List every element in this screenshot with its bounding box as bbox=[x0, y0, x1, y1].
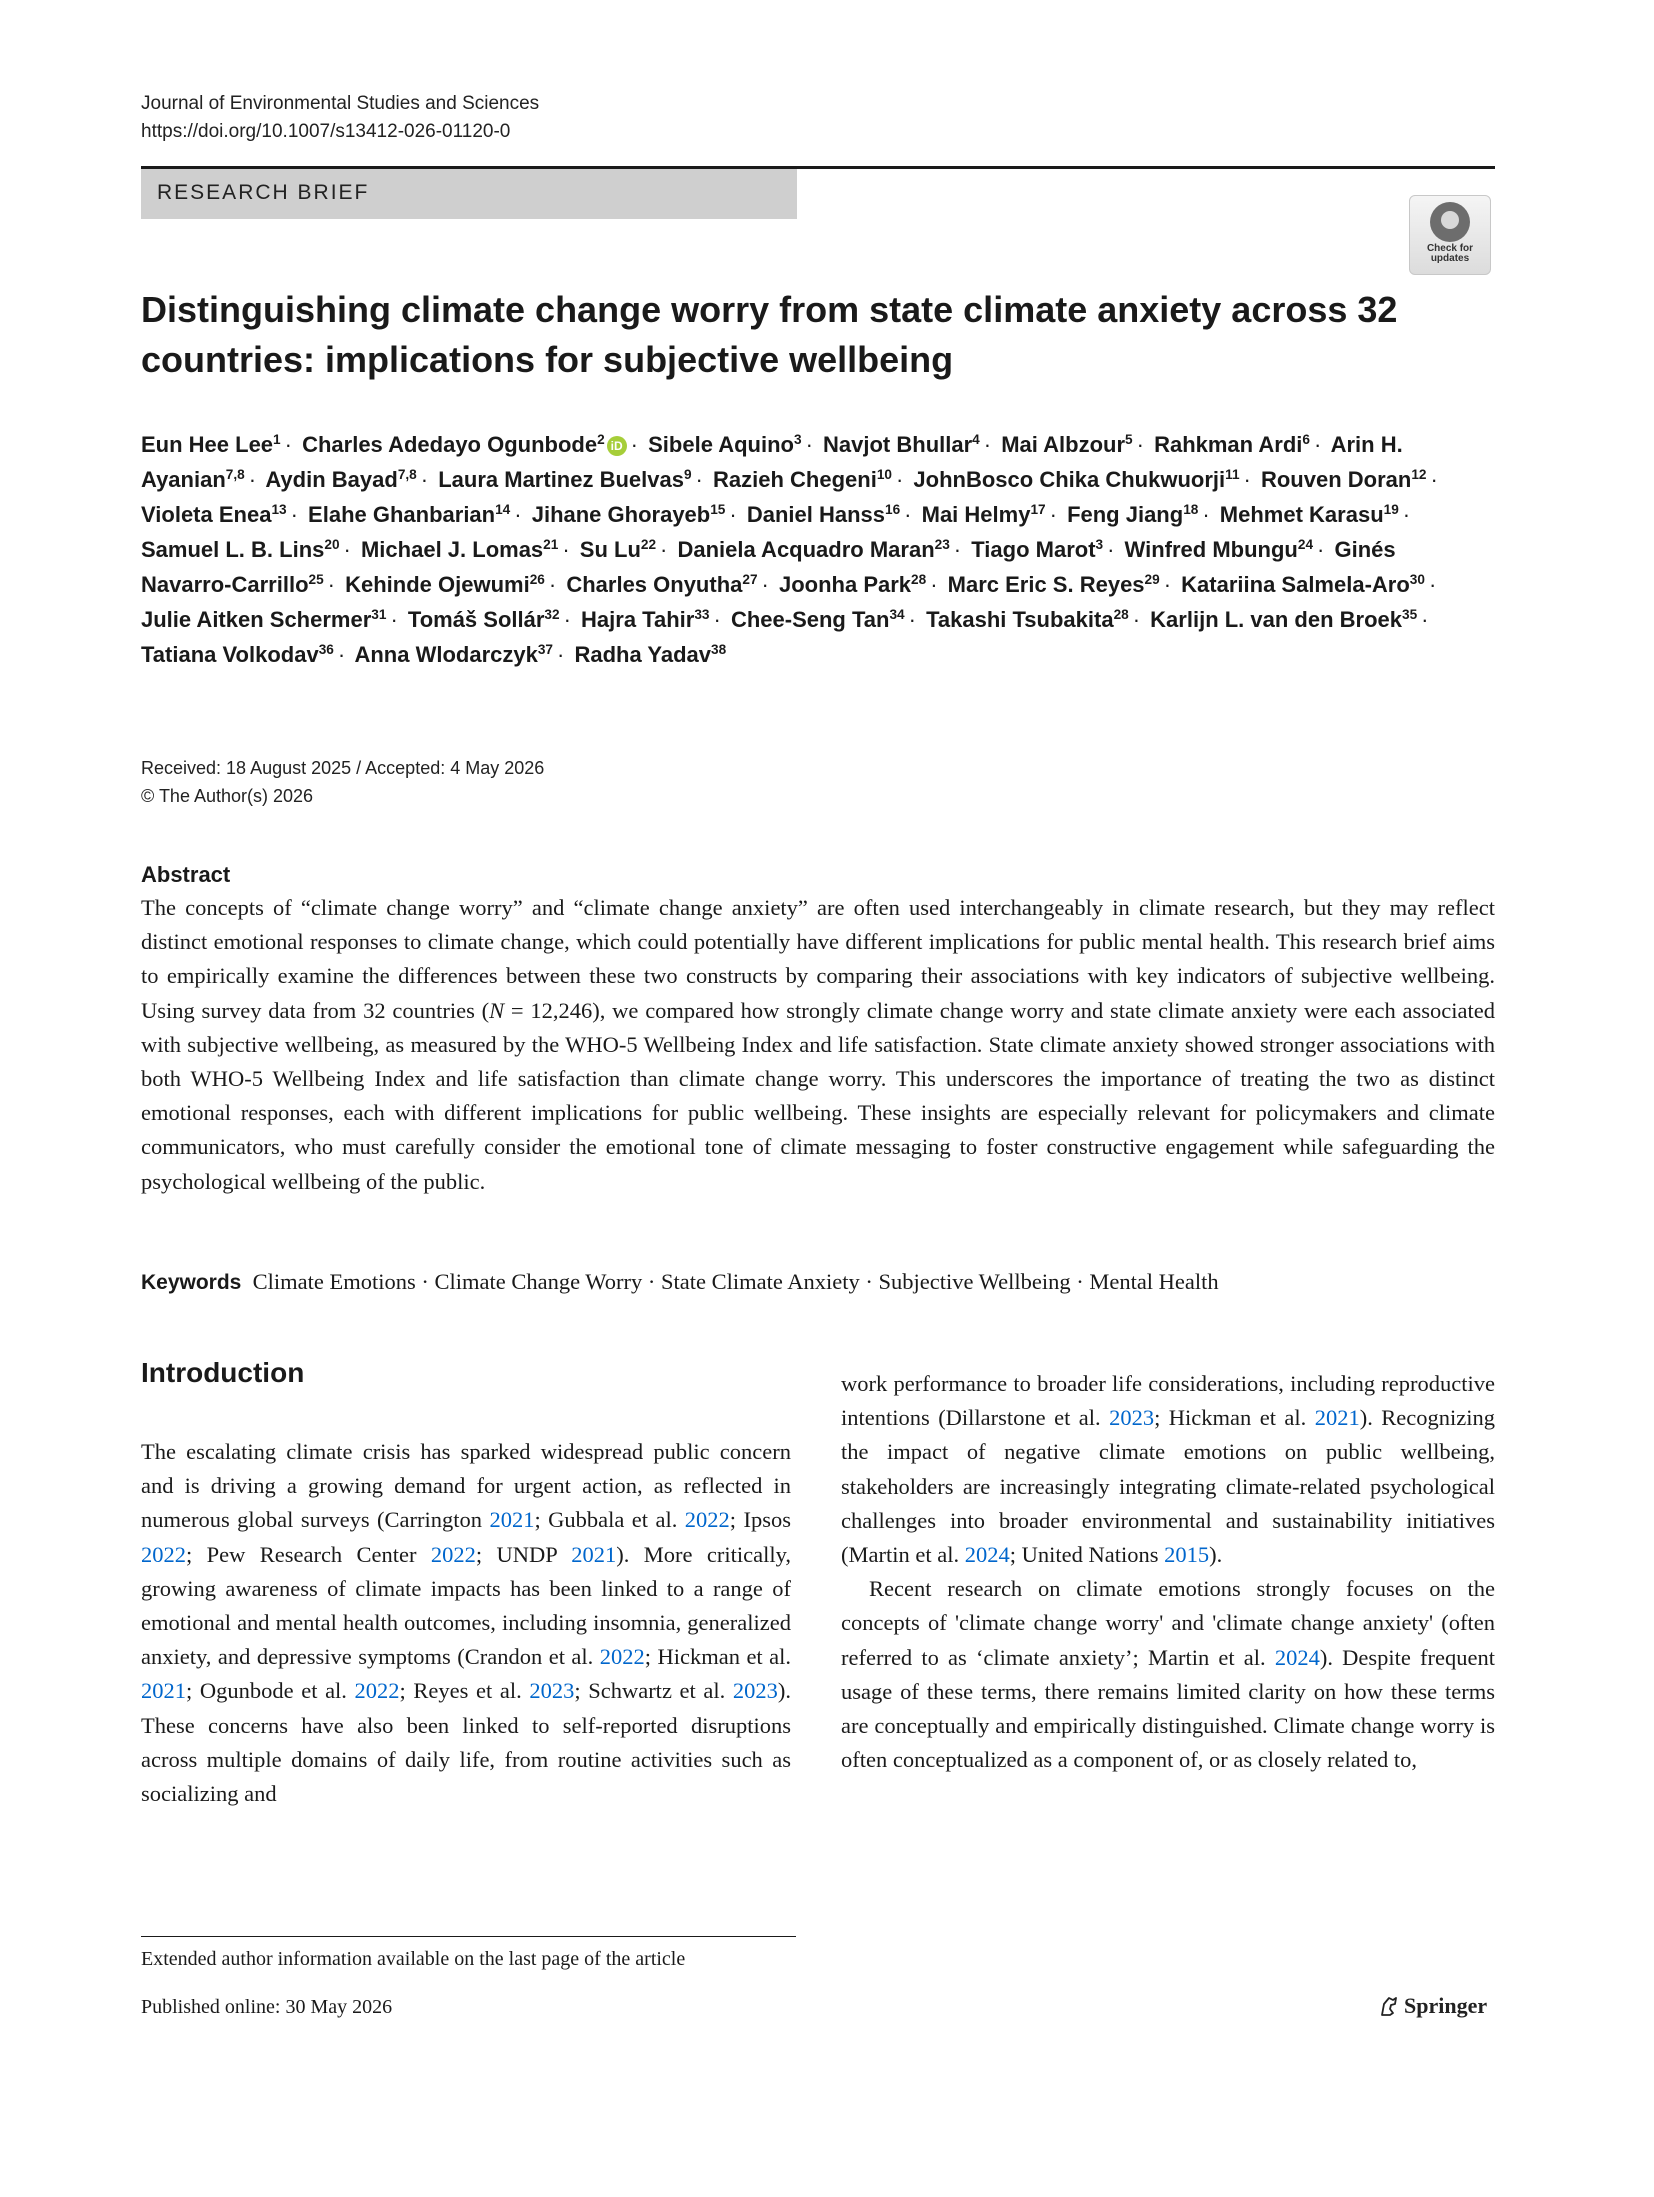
author-affiliation: 4 bbox=[972, 431, 980, 447]
author-separator: · bbox=[390, 607, 398, 632]
author-separator: · bbox=[1428, 572, 1437, 597]
author-affiliation: 18 bbox=[1183, 501, 1199, 517]
footnote: Extended author information available on the last page of the article bbox=[141, 1948, 686, 1970]
abstract-text bbox=[141, 891, 1495, 1199]
author-separator: · bbox=[1317, 537, 1325, 562]
author-separator: · bbox=[284, 432, 292, 457]
author-separator: · bbox=[904, 502, 912, 527]
author-separator: · bbox=[327, 572, 335, 597]
author-name[interactable]: Sibele Aquino$^3$ bbox=[648, 431, 802, 457]
author-separator: · bbox=[1430, 467, 1438, 492]
author-affiliation: 32 bbox=[544, 606, 560, 622]
author-name[interactable]: Tatiana Volkodav$^{36}$ bbox=[141, 641, 334, 667]
author-affiliation: 28 bbox=[911, 571, 927, 587]
author-name[interactable]: Anna Wlodarczyk$^{37}$ bbox=[354, 641, 553, 667]
author-name[interactable]: Arin H. Ayanian$^{7,8}$ bbox=[141, 432, 1403, 492]
author-affiliation: 3 bbox=[1095, 536, 1104, 552]
author-name[interactable]: Feng Jiang$^{18}$ bbox=[1067, 501, 1199, 527]
author-name[interactable]: Hajra Tahir$^{33}$ bbox=[581, 606, 710, 632]
published-date: Published online: 30 May 2026 bbox=[141, 1996, 393, 2018]
check-for-updates-icon[interactable] bbox=[1409, 195, 1491, 275]
author-name[interactable]: Aydin Bayad$^{7,8}$ bbox=[265, 466, 417, 492]
author-separator: · bbox=[1313, 432, 1322, 457]
author-name[interactable]: Rahkman Ardi$^6$ bbox=[1154, 431, 1310, 457]
author-name[interactable]: Marc Eric S. Reyes$^{29}$ bbox=[947, 571, 1160, 597]
author-separator: · bbox=[895, 467, 904, 492]
author-list bbox=[141, 427, 1481, 672]
author-separator: · bbox=[761, 572, 769, 597]
author-name[interactable]: Samuel L. B. Lins$^{20}$ bbox=[141, 536, 340, 562]
journal-name: Journal of Environmental Studies and Sciences bbox=[141, 93, 540, 114]
author-name[interactable]: Joonha Park$^{28}$ bbox=[778, 571, 927, 597]
author-name[interactable]: Daniela Acquadro Maran$^{23}$ bbox=[677, 536, 950, 562]
author-affiliation: 2 bbox=[597, 431, 605, 447]
author-separator: · bbox=[1202, 502, 1210, 527]
article-type-banner bbox=[141, 169, 797, 219]
author-separator: · bbox=[1107, 537, 1115, 562]
author-affiliation: 31 bbox=[371, 606, 387, 622]
author-affiliation: 27 bbox=[742, 571, 758, 587]
author-separator: · bbox=[695, 467, 703, 492]
citation-link[interactable]: 2021 bbox=[571, 1541, 617, 1567]
abstract-n-symbol: N bbox=[489, 997, 505, 1023]
author-affiliation: 23 bbox=[934, 536, 950, 552]
author-name[interactable]: Navjot Bhullar$^4$ bbox=[823, 431, 980, 457]
author-separator: · bbox=[713, 607, 721, 632]
author-name[interactable]: Julie Aitken Schermer$^{31}$ bbox=[141, 606, 387, 632]
author-separator: · bbox=[343, 537, 351, 562]
author-name[interactable]: Radha Yadav$^{38}$ bbox=[574, 641, 727, 667]
author-separator: · bbox=[562, 537, 570, 562]
author-affiliation: 6 bbox=[1302, 431, 1310, 447]
author-affiliation: 37 bbox=[537, 641, 553, 657]
author-separator: · bbox=[1163, 572, 1172, 597]
citation-link[interactable]: 2024 bbox=[1274, 1644, 1320, 1670]
publisher-name: Springer bbox=[1404, 1993, 1488, 2018]
author-affiliation: 15 bbox=[710, 501, 726, 517]
article-title: Distinguishing climate change worry from state climate anxiety across 32 countries: implications for subjective wellbeing bbox=[141, 289, 1398, 380]
author-name[interactable]: JohnBosco Chika Chukwuorji$^{11}$ bbox=[913, 466, 1240, 492]
article-dates bbox=[141, 754, 544, 810]
author-name[interactable]: Laura Martinez Buelvas$^9$ bbox=[438, 466, 692, 492]
author-affiliation: 7,8 bbox=[397, 466, 417, 482]
received-accepted: Received: 18 August 2025 / Accepted: 4 May 2026 bbox=[141, 758, 545, 778]
keyword: State Climate Anxiety bbox=[660, 1269, 860, 1294]
keyword: Climate Change Worry bbox=[434, 1269, 643, 1294]
author-name[interactable]: Mehmet Karasu$^{19}$ bbox=[1219, 501, 1399, 527]
introduction-right-column bbox=[841, 1367, 1495, 1777]
author-name[interactable]: Tiago Marot$^3$ bbox=[971, 536, 1104, 562]
author-name[interactable]: Charles Adedayo Ogunbode$^2$ iD bbox=[302, 432, 627, 457]
citation-link[interactable]: 2023 bbox=[1109, 1405, 1155, 1431]
author-name[interactable]: Mai Albzour$^5$ bbox=[1001, 431, 1133, 457]
author-affiliation: 22 bbox=[640, 536, 657, 552]
author-name[interactable]: Chee-Seng Tan$^{34}$ bbox=[730, 606, 905, 632]
keyword: Climate Emotions bbox=[252, 1269, 416, 1294]
author-name[interactable]: Katariina Salmela-Aro$^{30}$ bbox=[1181, 571, 1425, 597]
author-affiliation: 19 bbox=[1383, 501, 1399, 517]
author-affiliation: 34 bbox=[889, 606, 905, 622]
author-name[interactable]: Kehinde Ojewumi$^{26}$ bbox=[345, 571, 545, 597]
keywords bbox=[141, 1266, 1501, 1299]
journal-header bbox=[141, 90, 539, 146]
author-separator: · bbox=[805, 432, 813, 457]
author-affiliation: 16 bbox=[885, 501, 901, 517]
author-affiliation: 11 bbox=[1225, 466, 1240, 482]
author-affiliation: 30 bbox=[1409, 571, 1425, 587]
author-name[interactable]: Eun Hee Lee$^1$ bbox=[141, 431, 281, 457]
author-separator: · bbox=[630, 432, 638, 457]
introduction-paragraph: The escalating climate crisis has sparked widespread public concern and is driving a growing demand for urgent action, as reflected in numerous global surveys (Carrington 2021; Gubbala et al. 2022; Ipsos 2022; Pew Research Center 2022; UNDP 2021). More critically, growing awareness of climate impacts has been linked to a range of emotional and mental health outcomes, including insomnia, generalized anxiety, and depressive symptoms (Crandon et al. 2022; Hickman et al. 2021; Ogunbode et al. 2022; Reyes et al. 2023; Schwartz et al. 2023). These concerns have also been linked to self-reported disruptions across multiple domains of daily life, from routine activities such as socializing and bbox=[141, 1439, 792, 1807]
keyword: Subjective Wellbeing bbox=[878, 1269, 1071, 1294]
author-name[interactable]: Charles Onyutha$^{27}$ bbox=[566, 571, 758, 597]
citation-link[interactable]: 2022 bbox=[354, 1678, 400, 1704]
abstract-heading: Abstract bbox=[141, 862, 231, 887]
author-name[interactable]: Razieh Chegeni$^{10}$ bbox=[713, 466, 892, 492]
author-name[interactable]: Tomáš Sollár$^{32}$ bbox=[407, 606, 560, 632]
author-name[interactable]: Elahe Ghanbarian$^{14}$ bbox=[308, 501, 511, 527]
article-type-label: RESEARCH BRIEF bbox=[157, 181, 370, 204]
citation-link[interactable]: 2023 bbox=[732, 1678, 778, 1704]
citation-link[interactable]: 2022 bbox=[141, 1541, 186, 1567]
author-affiliation: 20 bbox=[324, 536, 340, 552]
abstract-text-part-1: The concepts of “climate change worry” and “climate change anxiety” are often used interchangeably in climate research, but they may reflect distinct emotional responses to climate change, which could potentially have different implications for public mental health. This research brief aims to empirically examine the differences between these two constructs by comparing their associations with key indicators of subjective wellbeing. Using survey data from 32 countries ( bbox=[141, 895, 1495, 1023]
author-separator: · bbox=[1136, 432, 1144, 457]
author-affiliation: 25 bbox=[308, 571, 324, 587]
citation-link[interactable]: 2021 bbox=[141, 1678, 186, 1704]
author-affiliation: 5 bbox=[1125, 431, 1133, 447]
springer-horse-icon bbox=[1378, 1995, 1400, 2017]
author-separator: · bbox=[290, 502, 298, 527]
author-affiliation: 28 bbox=[1113, 606, 1129, 622]
author-affiliation: 3 bbox=[793, 431, 802, 447]
introduction-paragraph: work performance to broader life considerations, including reproductive intentions (Dillarstone et al. 2023; Hickman et al. 2021). Recognizing the impact of negative climate emotions on public wellbeing, stakeholders are increasingly integrating climate-related psychological challenges into broader environmental and sustainability initiatives (Martin et al. 2024; United Nations 2015). bbox=[841, 1371, 1496, 1568]
author-separator: · bbox=[557, 642, 565, 667]
author-separator: · bbox=[983, 432, 992, 457]
citation-link[interactable]: 2022 bbox=[684, 1507, 730, 1533]
author-separator: · bbox=[908, 607, 916, 632]
citation-link[interactable]: 2022 bbox=[430, 1541, 476, 1567]
author-affiliation: 35 bbox=[1402, 606, 1418, 622]
author-separator: · bbox=[563, 607, 571, 632]
author-affiliation: 14 bbox=[495, 501, 511, 517]
author-affiliation: 29 bbox=[1144, 571, 1160, 587]
author-name[interactable]: Karlijn L. van den Broek$^{35}$ bbox=[1150, 606, 1418, 632]
citation-link[interactable]: 2021 bbox=[489, 1507, 535, 1533]
author-name[interactable]: Takashi Tsubakita$^{28}$ bbox=[926, 606, 1129, 632]
author-name[interactable]: Ginés Navarro-Carrillo$^{25}$ bbox=[141, 537, 1396, 597]
author-separator: · bbox=[953, 537, 962, 562]
author-name[interactable]: Rouven Doran$^{12}$ bbox=[1260, 466, 1427, 492]
keywords-heading: Keywords bbox=[141, 1271, 242, 1294]
author-separator: · bbox=[514, 502, 522, 527]
doi-link[interactable]: https://doi.org/10.1007/s13412-026-01120-0 bbox=[141, 121, 511, 142]
author-affiliation: 10 bbox=[876, 466, 892, 482]
citation-link[interactable]: 2023 bbox=[529, 1678, 575, 1704]
crossmark-label-2: updates bbox=[1430, 253, 1470, 264]
copyright: © The Author(s) 2026 bbox=[141, 786, 314, 806]
author-separator: · bbox=[1243, 467, 1251, 492]
author-name[interactable]: Winfred Mbungu$^{24}$ bbox=[1124, 536, 1314, 562]
author-affiliation: 17 bbox=[1030, 501, 1046, 517]
author-separator: · bbox=[548, 572, 557, 597]
author-separator: · bbox=[337, 642, 346, 667]
author-affiliation: 9 bbox=[683, 466, 692, 482]
author-name[interactable]: Michael J. Lomas$^{21}$ bbox=[360, 536, 559, 562]
author-separator: · bbox=[660, 537, 668, 562]
introduction-heading: Introduction bbox=[141, 1357, 305, 1388]
author-separator: · bbox=[420, 467, 429, 492]
introduction-paragraph: Recent research on climate emotions strongly focuses on the concepts of 'climate change worry' and 'climate change anxiety' (often referred to as ‘climate anxiety’; Martin et al. 2024). Despite frequent usage of these terms, there remains limited clarity on how these terms are conceptually and empirically distinguished. Climate change worry is often conceptualized as a component of, or as closely related to, bbox=[841, 1576, 1495, 1773]
author-separator: · bbox=[1132, 607, 1141, 632]
author-separator: · bbox=[248, 467, 257, 492]
introduction-left-column bbox=[141, 1435, 791, 1811]
author-separator: · bbox=[1421, 607, 1429, 632]
author-affiliation: 24 bbox=[1297, 536, 1314, 552]
author-affiliation: 7,8 bbox=[225, 466, 245, 482]
author-name[interactable]: Su Lu$^{22}$ bbox=[579, 536, 657, 562]
author-separator: · bbox=[930, 572, 938, 597]
author-name[interactable]: Mai Helmy$^{17}$ bbox=[921, 501, 1046, 527]
keyword: Mental Health bbox=[1089, 1269, 1219, 1294]
author-name[interactable]: Daniel Hanss$^{16}$ bbox=[746, 501, 901, 527]
author-affiliation: 12 bbox=[1411, 466, 1427, 482]
crossmark-label-1: Check for bbox=[1426, 243, 1474, 254]
author-affiliation: 26 bbox=[529, 571, 545, 587]
author-separator: · bbox=[729, 502, 737, 527]
author-affiliation: 36 bbox=[318, 641, 334, 657]
author-affiliation: 13 bbox=[271, 501, 287, 517]
crossmark-circle bbox=[1430, 202, 1470, 242]
citation-link[interactable]: 2021 bbox=[1314, 1405, 1360, 1431]
author-affiliation: 1 bbox=[273, 431, 281, 447]
keyword-list: Climate Emotions · Climate Change Worry · State Climate Anxiety · Subjective Wellbeing · Mental Health bbox=[252, 1269, 1219, 1294]
publisher-logo bbox=[1378, 1993, 1487, 2019]
author-affiliation: 38 bbox=[711, 641, 727, 657]
author-affiliation: 33 bbox=[694, 606, 710, 622]
author-separator: · bbox=[1049, 502, 1057, 527]
citation-link[interactable]: 2015 bbox=[1164, 1542, 1210, 1568]
footnote-rule bbox=[141, 1936, 796, 1937]
author-affiliation: 21 bbox=[543, 536, 559, 552]
citation-link[interactable]: 2024 bbox=[964, 1542, 1010, 1568]
author-separator: · bbox=[1402, 502, 1411, 527]
citation-link[interactable]: 2022 bbox=[599, 1644, 645, 1670]
abstract-text-part-2: = 12,246), we compared how strongly climate change worry and state climate anxiety were each associated with subjective wellbeing, as measured by the WHO-5 Wellbeing Index and life satisfaction. State climate anxiety showed stronger associations with both WHO-5 Wellbeing Index and life satisfaction than climate change worry. This underscores the importance of treating the two as distinct emotional responses, each with different implications for public wellbeing. These insights are especially relevant for policymakers and climate communicators, who must carefully consider the emotional tone of climate messaging to foster constructive engagement while safeguarding the psychological wellbeing of the public. bbox=[141, 997, 1495, 1194]
author-name[interactable]: Jihane Ghorayeb$^{15}$ bbox=[531, 501, 726, 527]
author-name[interactable]: Violeta Enea$^{13}$ bbox=[141, 501, 287, 527]
orcid-icon[interactable]: iD bbox=[607, 436, 627, 456]
